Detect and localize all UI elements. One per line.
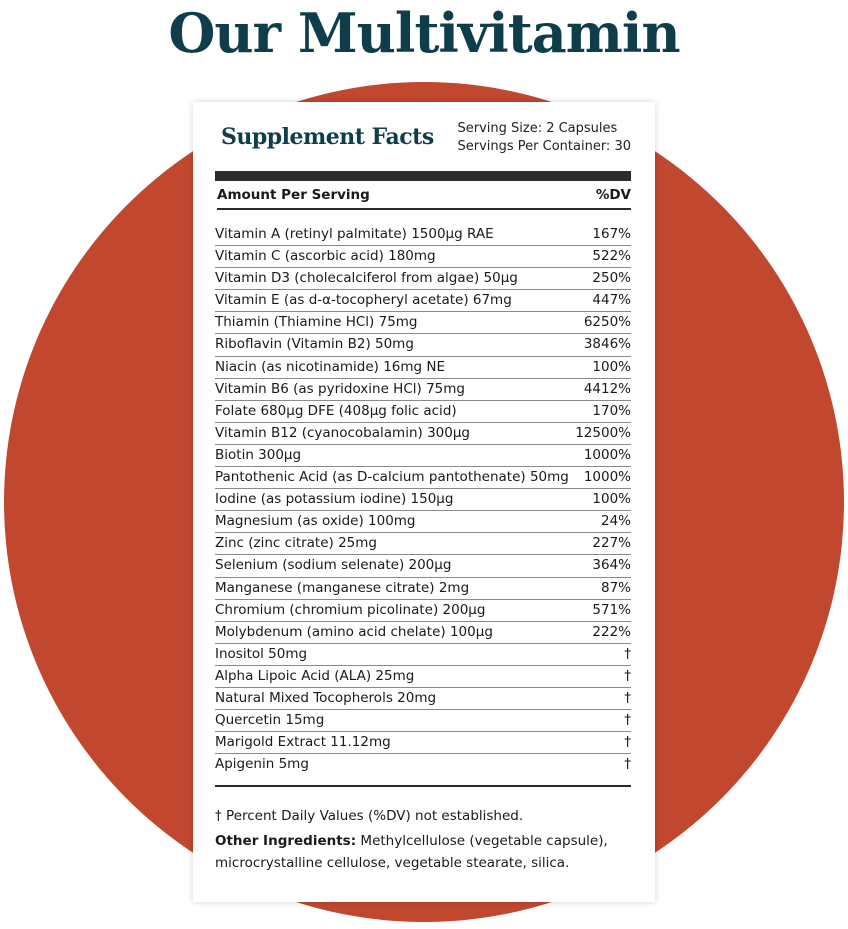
nutrient-row (215, 754, 631, 775)
nutrient-dv: † (624, 734, 631, 751)
nutrient-name: Vitamin B6 (as pyridoxine HCl) 75mg (215, 380, 465, 397)
supplement-facts-title: Supplement Facts (221, 124, 434, 150)
nutrient-name: Pantothenic Acid (as D-calcium pantothenate) 50mg (215, 469, 569, 486)
nutrient-name: Manganese (manganese citrate) 2mg (215, 579, 470, 596)
nutrient-dv: 12500% (575, 424, 631, 441)
nutrient-dv: 167% (592, 226, 631, 242)
dv-footnote: † Percent Daily Values (%DV) not established. (215, 808, 524, 824)
supplement-facts-panel (193, 102, 655, 902)
nutrient-row (215, 622, 631, 644)
nutrient-dv: 3846% (583, 336, 631, 353)
nutrient-name: Alpha Lipoic Acid (ALA) 25mg (215, 667, 415, 684)
nutrient-dv: † (624, 645, 631, 662)
nutrient-name: Magnesium (as oxide) 100mg (215, 513, 416, 530)
nutrient-name: Inositol 50mg (215, 645, 308, 662)
nutrient-dv: 447% (592, 292, 631, 309)
other-ingredients-label: Other Ingredients: (215, 833, 357, 849)
nutrient-dv: 571% (592, 601, 631, 618)
nutrient-dv: 100% (592, 358, 631, 375)
nutrient-dv: 1000% (583, 446, 631, 463)
bottom-divider (215, 785, 631, 787)
nutrient-row (215, 379, 631, 401)
nutrient-table (215, 224, 631, 775)
nutrient-name: Vitamin C (ascorbic acid) 180mg (215, 248, 436, 265)
nutrient-dv: † (624, 689, 631, 706)
nutrient-name: Zinc (zinc citrate) 25mg (215, 535, 377, 552)
nutrient-row (215, 533, 631, 555)
nutrient-name: Vitamin A (retinyl palmitate) 1500µg RAE (215, 226, 494, 242)
nutrient-row (215, 710, 631, 732)
nutrient-dv: † (624, 756, 631, 773)
page-title: Our Multivitamin (168, 1, 680, 65)
column-header (217, 184, 631, 210)
nutrient-row (215, 489, 631, 511)
nutrient-row (215, 666, 631, 688)
nutrient-row (215, 511, 631, 533)
nutrient-name: Vitamin E (as d-α-tocopheryl acetate) 67mg (215, 292, 512, 309)
nutrient-row (215, 555, 631, 577)
nutrient-dv: 364% (592, 557, 631, 574)
label-header (217, 120, 631, 164)
nutrient-row (215, 268, 631, 290)
nutrient-name: Iodine (as potassium iodine) 150µg (215, 491, 454, 508)
nutrient-row (215, 688, 631, 710)
nutrient-dv: 6250% (583, 314, 631, 331)
other-ingredients-text: Methylcellulose (vegetable capsule), microcrystalline cellulose, vegetable stearate, silica. (215, 833, 608, 871)
nutrient-dv: † (624, 712, 631, 729)
nutrient-dv: † (624, 667, 631, 684)
nutrient-row (215, 401, 631, 423)
dv-header: %DV (595, 187, 631, 203)
nutrient-row (215, 467, 631, 489)
nutrient-dv: 87% (600, 579, 631, 596)
nutrient-row (215, 644, 631, 666)
nutrient-dv: 227% (592, 535, 631, 552)
serving-size: Serving Size: 2 Capsules (457, 121, 618, 136)
nutrient-row (215, 578, 631, 600)
nutrient-name: Riboflavin (Vitamin B2) 50mg (215, 336, 414, 353)
nutrient-dv: 222% (592, 623, 631, 640)
nutrient-row (215, 334, 631, 356)
thick-divider (215, 171, 631, 181)
other-ingredients (215, 830, 635, 874)
serving-info (457, 120, 631, 156)
nutrient-row (215, 290, 631, 312)
nutrient-dv: 100% (592, 491, 631, 508)
nutrient-name: Quercetin 15mg (215, 712, 325, 729)
nutrient-row (215, 732, 631, 754)
nutrient-dv: 4412% (583, 380, 631, 397)
servings-per-container: Servings Per Container: 30 (457, 139, 631, 154)
nutrient-name: Marigold Extract 11.12mg (215, 734, 391, 751)
amount-per-serving-header: Amount Per Serving (217, 187, 370, 203)
nutrient-name: Natural Mixed Tocopherols 20mg (215, 689, 437, 706)
nutrient-row (215, 445, 631, 467)
nutrient-dv: 250% (592, 270, 631, 287)
nutrient-row (215, 246, 631, 268)
nutrient-name: Biotin 300µg (215, 446, 302, 463)
nutrient-row (215, 224, 631, 246)
nutrient-row (215, 423, 631, 445)
nutrient-name: Vitamin D3 (cholecalciferol from algae) 50µg (215, 270, 518, 287)
nutrient-name: Apigenin 5mg (215, 756, 309, 773)
nutrient-name: Vitamin B12 (cyanocobalamin) 300µg (215, 424, 470, 441)
nutrient-name: Chromium (chromium picolinate) 200µg (215, 601, 486, 618)
nutrient-dv: 522% (592, 248, 631, 265)
nutrient-dv: 170% (592, 402, 631, 419)
nutrient-row (215, 312, 631, 334)
nutrient-name: Selenium (sodium selenate) 200µg (215, 557, 452, 574)
nutrient-dv: 24% (600, 513, 631, 530)
nutrient-row (215, 600, 631, 622)
nutrient-dv: 1000% (583, 469, 631, 486)
nutrient-name: Niacin (as nicotinamide) 16mg NE (215, 358, 446, 375)
nutrient-name: Molybdenum (amino acid chelate) 100µg (215, 623, 493, 640)
nutrient-name: Folate 680µg DFE (408µg folic acid) (215, 402, 457, 419)
nutrient-name: Thiamin (Thiamine HCl) 75mg (215, 314, 418, 331)
nutrient-row (215, 357, 631, 379)
